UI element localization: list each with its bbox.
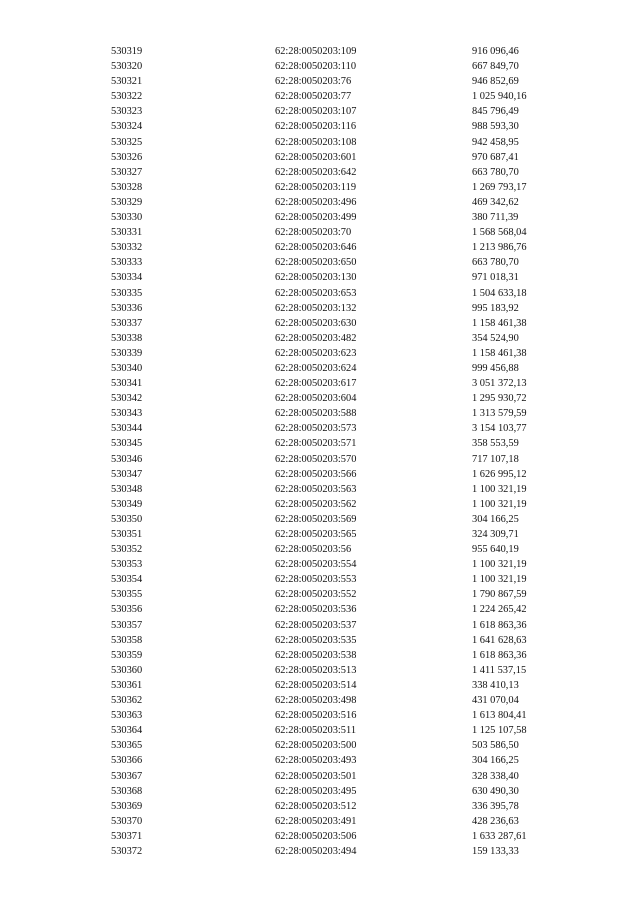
cadastral-number: 62:28:0050203:604 [275, 393, 357, 405]
row-number: 530369 [111, 800, 143, 812]
table-row [0, 799, 640, 814]
table-row [0, 361, 640, 376]
table-row [0, 542, 640, 557]
table-row [0, 59, 640, 74]
cadastral-value: 995 183,92 [472, 302, 519, 314]
row-number: 530366 [111, 755, 143, 767]
cadastral-number: 62:28:0050203:494 [275, 845, 357, 857]
cadastral-value: 663 780,70 [472, 257, 519, 269]
cadastral-value: 1 618 863,36 [472, 649, 527, 661]
cadastral-number: 62:28:0050203:554 [275, 559, 357, 571]
row-number: 530336 [111, 302, 143, 314]
cadastral-value: 338 410,13 [472, 679, 519, 691]
table-row [0, 814, 640, 829]
table-row [0, 829, 640, 844]
row-number: 530354 [111, 574, 143, 586]
cadastral-number: 62:28:0050203:535 [275, 634, 357, 646]
cadastral-value: 1 504 633,18 [472, 287, 527, 299]
row-number: 530344 [111, 423, 143, 435]
cadastral-number: 62:28:0050203:624 [275, 362, 357, 374]
table-row [0, 180, 640, 195]
row-number: 530349 [111, 498, 143, 510]
cadastral-value: 1 125 107,58 [472, 725, 527, 737]
table-row [0, 240, 640, 255]
cadastral-value: 845 796,49 [472, 106, 519, 118]
cadastral-number: 62:28:0050203:501 [275, 770, 357, 782]
cadastral-number: 62:28:0050203:538 [275, 649, 357, 661]
cadastral-value: 999 456,88 [472, 362, 519, 374]
row-number: 530346 [111, 453, 143, 465]
cadastral-number: 62:28:0050203:499 [275, 212, 357, 224]
cadastral-number: 62:28:0050203:630 [275, 317, 357, 329]
table-row [0, 225, 640, 240]
row-number: 530345 [111, 438, 143, 450]
cadastral-number: 62:28:0050203:653 [275, 287, 357, 299]
cadastral-number: 62:28:0050203:617 [275, 378, 357, 390]
cadastral-value: 336 395,78 [472, 800, 519, 812]
table-row [0, 693, 640, 708]
cadastral-value: 916 096,46 [472, 46, 519, 57]
table-row [0, 769, 640, 784]
cadastral-value: 942 458,95 [472, 136, 519, 148]
cadastral-number: 62:28:0050203:570 [275, 453, 357, 465]
table-row [0, 316, 640, 331]
cadastral-number: 62:28:0050203:119 [275, 181, 357, 193]
row-number: 530371 [111, 830, 143, 842]
table-row [0, 376, 640, 391]
row-number: 530351 [111, 529, 143, 540]
cadastral-number: 62:28:0050203:569 [275, 513, 357, 525]
cadastral-value: 469 342,62 [472, 196, 519, 208]
table-row [0, 406, 640, 421]
table-row [0, 497, 640, 512]
row-number: 530326 [111, 151, 143, 163]
cadastral-value: 946 852,69 [472, 76, 519, 88]
cadastral-value: 630 490,30 [472, 785, 519, 797]
cadastral-value: 328 338,40 [472, 770, 519, 782]
cadastral-number: 62:28:0050203:77 [275, 91, 352, 103]
row-number: 530322 [111, 91, 143, 103]
row-number: 530333 [111, 257, 143, 269]
cadastral-value: 1 568 568,04 [472, 227, 527, 239]
cadastral-number: 62:28:0050203:491 [275, 815, 357, 827]
cadastral-value: 1 025 940,16 [472, 91, 527, 103]
cadastral-value: 304 166,25 [472, 513, 519, 525]
cadastral-number: 62:28:0050203:512 [275, 800, 357, 812]
row-number: 530360 [111, 664, 143, 676]
cadastral-value: 3 154 103,77 [472, 423, 527, 435]
cadastral-value: 1 100 321,19 [472, 559, 527, 571]
cadastral-number: 62:28:0050203:650 [275, 257, 357, 269]
table-row [0, 467, 640, 482]
cadastral-value: 324 309,71 [472, 529, 519, 540]
table-row [0, 527, 640, 542]
table-row [0, 844, 640, 859]
row-number: 530348 [111, 483, 143, 495]
cadastral-value: 1 295 930,72 [472, 393, 527, 405]
table-row [0, 482, 640, 497]
table-row [0, 391, 640, 406]
table-row [0, 270, 640, 285]
cadastral-number: 62:28:0050203:482 [275, 332, 357, 344]
table-row [0, 723, 640, 738]
cadastral-value: 1 633 287,61 [472, 830, 527, 842]
row-number: 530370 [111, 815, 143, 827]
cadastral-number: 62:28:0050203:562 [275, 498, 357, 510]
cadastral-value: 988 593,30 [472, 121, 519, 133]
table-row [0, 74, 640, 89]
cadastral-value: 1 613 804,41 [472, 710, 527, 722]
cadastral-number: 62:28:0050203:537 [275, 619, 357, 631]
cadastral-number: 62:28:0050203:513 [275, 664, 357, 676]
row-number: 530355 [111, 589, 143, 601]
cadastral-value: 1 618 863,36 [472, 619, 527, 631]
cadastral-number: 62:28:0050203:601 [275, 151, 357, 163]
row-number: 530352 [111, 544, 143, 556]
cadastral-number: 62:28:0050203:565 [275, 529, 357, 540]
cadastral-number: 62:28:0050203:588 [275, 408, 357, 420]
cadastral-value: 503 586,50 [472, 740, 519, 752]
table-row [0, 346, 640, 361]
cadastral-value: 1 313 579,59 [472, 408, 527, 420]
cadastral-value: 1 158 461,38 [472, 317, 527, 329]
cadastral-number: 62:28:0050203:642 [275, 166, 357, 178]
cadastral-value: 354 524,90 [472, 332, 519, 344]
cadastral-value: 1 100 321,19 [472, 574, 527, 586]
table-row [0, 452, 640, 467]
cadastral-value: 1 224 265,42 [472, 604, 527, 616]
cadastral-number: 62:28:0050203:109 [275, 46, 357, 57]
cadastral-number: 62:28:0050203:76 [275, 76, 352, 88]
cadastral-value: 1 269 793,17 [472, 181, 527, 193]
cadastral-number: 62:28:0050203:536 [275, 604, 357, 616]
table-row [0, 708, 640, 723]
table-row [0, 784, 640, 799]
table-row [0, 255, 640, 270]
row-number: 530350 [111, 513, 143, 525]
row-number: 530343 [111, 408, 143, 420]
cadastral-number: 62:28:0050203:493 [275, 755, 357, 767]
row-number: 530362 [111, 695, 143, 707]
table-row [0, 618, 640, 633]
cadastral-number: 62:28:0050203:495 [275, 785, 357, 797]
cadastral-value: 663 780,70 [472, 166, 519, 178]
table-row [0, 301, 640, 316]
cadastral-number: 62:28:0050203:573 [275, 423, 357, 435]
cadastral-number: 62:28:0050203:623 [275, 347, 357, 359]
table-row [0, 210, 640, 225]
table-row [0, 738, 640, 753]
table-row [0, 165, 640, 180]
row-number: 530342 [111, 393, 143, 405]
row-number: 530357 [111, 619, 143, 631]
row-number: 530368 [111, 785, 143, 797]
table-row [0, 44, 640, 59]
table-row [0, 753, 640, 768]
cadastral-value: 3 051 372,13 [472, 378, 527, 390]
cadastral-value: 1 213 986,76 [472, 242, 527, 254]
table-row [0, 421, 640, 436]
cadastral-number: 62:28:0050203:511 [275, 725, 357, 737]
row-number: 530363 [111, 710, 143, 722]
table-row [0, 104, 640, 119]
table-row [0, 150, 640, 165]
table-row [0, 572, 640, 587]
cadastral-number: 62:28:0050203:132 [275, 302, 357, 314]
cadastral-number: 62:28:0050203:646 [275, 242, 357, 254]
row-number: 530356 [111, 604, 143, 616]
row-number: 530334 [111, 272, 143, 284]
document-table [0, 44, 640, 859]
row-number: 530358 [111, 634, 143, 646]
table-row [0, 135, 640, 150]
cadastral-value: 380 711,39 [472, 212, 519, 224]
row-number: 530331 [111, 227, 143, 239]
cadastral-number: 62:28:0050203:56 [275, 544, 352, 556]
row-number: 530347 [111, 468, 143, 480]
cadastral-value: 304 166,25 [472, 755, 519, 767]
table-row [0, 436, 640, 451]
row-number: 530341 [111, 378, 143, 390]
row-number: 530325 [111, 136, 143, 148]
cadastral-number: 62:28:0050203:116 [275, 121, 357, 133]
cadastral-number: 62:28:0050203:70 [275, 227, 352, 239]
cadastral-number: 62:28:0050203:571 [275, 438, 357, 450]
row-number: 530324 [111, 121, 143, 133]
cadastral-number: 62:28:0050203:506 [275, 830, 357, 842]
cadastral-value: 971 018,31 [472, 272, 519, 284]
row-number: 530319 [111, 46, 143, 57]
cadastral-value: 970 687,41 [472, 151, 519, 163]
table-row [0, 89, 640, 104]
row-number: 530364 [111, 725, 143, 737]
cadastral-value: 1 411 537,15 [472, 664, 527, 676]
table-row [0, 119, 640, 134]
cadastral-number: 62:28:0050203:498 [275, 695, 357, 707]
cadastral-number: 62:28:0050203:108 [275, 136, 357, 148]
table-row [0, 678, 640, 693]
table-row [0, 331, 640, 346]
cadastral-value: 1 100 321,19 [472, 498, 527, 510]
cadastral-value: 955 640,19 [472, 544, 519, 556]
cadastral-value: 717 107,18 [472, 453, 519, 465]
cadastral-value: 1 158 461,38 [472, 347, 527, 359]
row-number: 530340 [111, 362, 143, 374]
row-number: 530359 [111, 649, 143, 661]
row-number: 530339 [111, 347, 143, 359]
cadastral-number: 62:28:0050203:566 [275, 468, 357, 480]
cadastral-value: 667 849,70 [472, 61, 519, 73]
cadastral-number: 62:28:0050203:553 [275, 574, 357, 586]
cadastral-value: 1 626 995,12 [472, 468, 527, 480]
row-number: 530353 [111, 559, 143, 571]
cadastral-value: 159 133,33 [472, 845, 519, 857]
row-number: 530335 [111, 287, 143, 299]
table-row [0, 602, 640, 617]
cadastral-number: 62:28:0050203:516 [275, 710, 357, 722]
row-number: 530320 [111, 61, 143, 73]
row-number: 530332 [111, 242, 143, 254]
row-number: 530330 [111, 212, 143, 224]
table-row [0, 663, 640, 678]
cadastral-number: 62:28:0050203:563 [275, 483, 357, 495]
cadastral-value: 1 790 867,59 [472, 589, 527, 601]
cadastral-number: 62:28:0050203:107 [275, 106, 357, 118]
row-number: 530329 [111, 196, 143, 208]
cadastral-value: 1 100 321,19 [472, 483, 527, 495]
cadastral-number: 62:28:0050203:496 [275, 196, 357, 208]
table-row [0, 195, 640, 210]
table-row [0, 512, 640, 527]
table-row [0, 286, 640, 301]
row-number: 530361 [111, 679, 143, 691]
cadastral-value: 358 553,59 [472, 438, 519, 450]
cadastral-value: 431 070,04 [472, 695, 519, 707]
cadastral-value: 428 236,63 [472, 815, 519, 827]
row-number: 530321 [111, 76, 143, 88]
row-number: 530337 [111, 317, 143, 329]
cadastral-number: 62:28:0050203:130 [275, 272, 357, 284]
row-number: 530328 [111, 181, 143, 193]
row-number: 530327 [111, 166, 143, 178]
table-row [0, 557, 640, 572]
row-number: 530367 [111, 770, 143, 782]
cadastral-number: 62:28:0050203:500 [275, 740, 357, 752]
row-number: 530365 [111, 740, 143, 752]
cadastral-number: 62:28:0050203:514 [275, 679, 357, 691]
table-row [0, 587, 640, 602]
cadastral-number: 62:28:0050203:552 [275, 589, 357, 601]
row-number: 530323 [111, 106, 143, 118]
cadastral-number: 62:28:0050203:110 [275, 61, 357, 73]
cadastral-value: 1 641 628,63 [472, 634, 527, 646]
row-number: 530338 [111, 332, 143, 344]
table-row [0, 633, 640, 648]
table-row [0, 648, 640, 663]
row-number: 530372 [111, 845, 143, 857]
